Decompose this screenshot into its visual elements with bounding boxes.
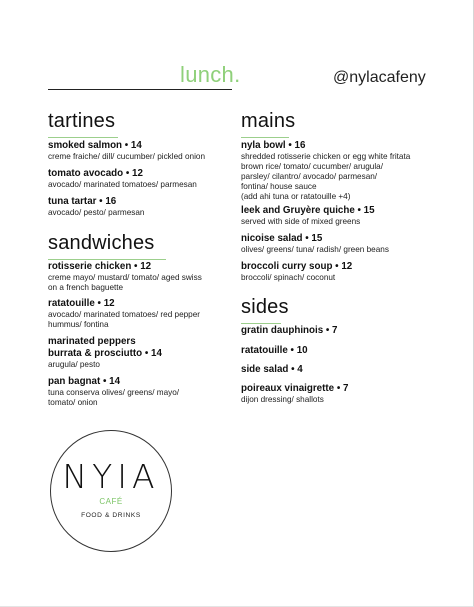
item-name: burrata & prosciutto • 14: [48, 348, 162, 359]
item-name: leek and Gruyère quiche • 15: [241, 205, 375, 216]
item-name: side salad • 4: [241, 364, 303, 375]
item-name: poireaux vinaigrette • 7: [241, 383, 349, 394]
item-desc: brown rice/ tomato/ cucumber/ arugula/: [241, 162, 383, 171]
item-name: rotisserie chicken • 12: [48, 261, 152, 272]
menu-item: [48, 376, 248, 408]
section-title-sides: sides: [241, 296, 289, 319]
section-title-tartines: tartines: [48, 110, 115, 133]
item-name: smoked salmon • 14: [48, 140, 142, 151]
menu-item: [48, 336, 248, 370]
section-underline: [241, 137, 289, 138]
item-desc: parsley/ cilantro/ avocado/ parmesan/: [241, 172, 378, 181]
item-name: tomato avocado • 12: [48, 168, 143, 179]
menu-item: [48, 261, 248, 293]
section-title-mains: mains: [241, 110, 295, 133]
item-desc: avocado/ marinated tomatoes/ parmesan: [48, 180, 197, 189]
item-desc: served with side of mixed greens: [241, 217, 361, 226]
menu-title: lunch.: [180, 62, 241, 87]
menu-item: [48, 298, 248, 330]
section-underline: [48, 137, 118, 138]
item-name: pan bagnat • 14: [48, 376, 121, 387]
menu-item: [241, 205, 456, 227]
item-desc: avocado/ marinated tomatoes/ red pepper: [48, 310, 201, 319]
menu-item: [241, 383, 456, 405]
item-desc: on a french baguette: [48, 283, 124, 292]
header-rule: [48, 89, 232, 90]
item-desc: olives/ greens/ tuna/ radish/ green beans: [241, 245, 389, 254]
item-name: nyla bowl • 16: [241, 140, 306, 151]
logo-tagline: FOOD & DRINKS: [81, 512, 141, 519]
menu-item: [241, 345, 456, 357]
social-handle: @nylacafeny: [333, 69, 426, 86]
cafe-logo: [50, 430, 172, 552]
item-desc: avocado/ pesto/ parmesan: [48, 208, 145, 217]
item-desc: dijon dressing/ shallots: [241, 395, 324, 404]
item-desc: (add ahi tuna or ratatouille +4): [241, 192, 351, 201]
menu-item: [48, 196, 248, 218]
item-name: broccoli curry soup • 12: [241, 261, 353, 272]
item-desc: tuna conserva olives/ greens/ mayo/: [48, 388, 180, 397]
menu-item: [48, 140, 248, 162]
item-desc: tomato/ onion: [48, 398, 98, 407]
section-underline: [241, 323, 281, 324]
section-title-sandwiches: sandwiches: [48, 232, 155, 255]
section-underline: [48, 259, 166, 260]
menu-item: [241, 261, 456, 283]
menu-item: [48, 168, 248, 190]
item-desc: creme fraiche/ dill/ cucumber/ pickled onion: [48, 152, 205, 161]
item-desc: shredded rotisserie chicken or egg white fritata: [241, 152, 411, 161]
menu-item: [241, 325, 456, 337]
item-desc: hummus/ fontina: [48, 320, 109, 329]
item-name: gratin dauphinois • 7: [241, 325, 338, 336]
item-name: ratatouille • 10: [241, 345, 308, 356]
menu-item: [241, 140, 456, 202]
item-desc: fontina/ house sauce: [241, 182, 317, 191]
item-name: ratatouille • 12: [48, 298, 115, 309]
item-desc: creme mayo/ mustard/ tomato/ aged swiss: [48, 273, 202, 282]
logo-cafe: CAFÉ: [99, 497, 123, 506]
item-desc: broccoli/ spinach/ coconut: [241, 273, 336, 282]
menu-item: [241, 364, 456, 376]
item-name: marinated peppers: [48, 336, 136, 347]
item-name: nicoise salad • 15: [241, 233, 323, 244]
item-desc: arugula/ pesto: [48, 360, 100, 369]
item-name: tuna tartar • 16: [48, 196, 117, 207]
logo-wordmark: NYIA: [62, 457, 160, 496]
menu-item: [241, 233, 456, 255]
